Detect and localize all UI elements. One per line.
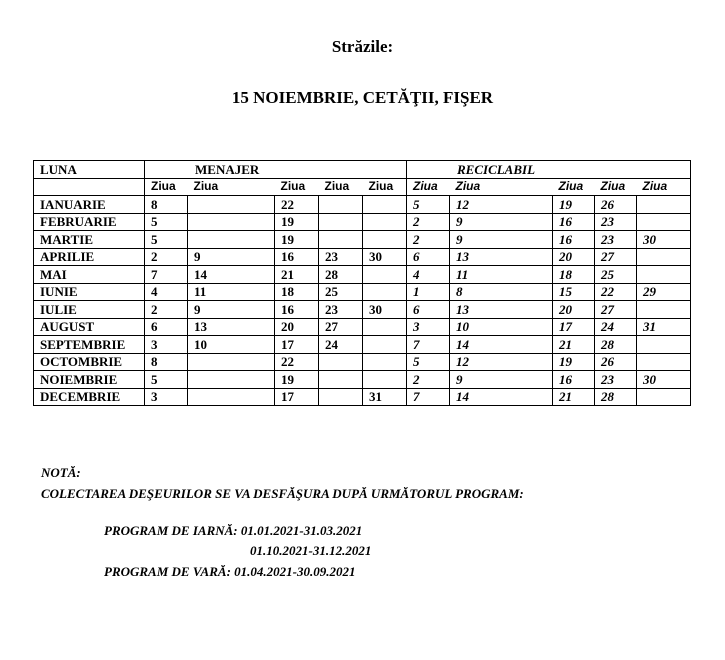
menajer-day (363, 318, 407, 336)
month-row (34, 388, 691, 406)
menajer-day: 7 (145, 266, 188, 284)
reciclabil-day: 12 (450, 196, 553, 214)
reciclabil-day: 18 (553, 266, 595, 284)
month-row (34, 266, 691, 284)
menajer-day: 30 (363, 248, 407, 266)
month-row (34, 353, 691, 371)
reciclabil-day: 23 (595, 213, 637, 231)
menajer-day: 24 (319, 336, 363, 354)
reciclabil-day: 11 (450, 266, 553, 284)
reciclabil-day: 21 (553, 388, 595, 406)
streets-title: 15 NOIEMBRIE, CETĂŢII, FIŞER (231, 88, 494, 107)
menajer-day: 19 (275, 371, 319, 389)
menajer-day (188, 353, 275, 371)
menajer-day (319, 388, 363, 406)
menajer-day (363, 371, 407, 389)
reciclabil-day: 28 (595, 388, 637, 406)
menajer-day: 11 (188, 283, 275, 301)
reciclabil-day: 25 (595, 266, 637, 284)
reciclabil-day: 10 (450, 318, 553, 336)
reciclabil-day: 20 (553, 248, 595, 266)
menajer-day: 31 (363, 388, 407, 406)
menajer-day-header: Ziua (188, 178, 275, 196)
month-name: MARTIE (34, 231, 145, 249)
reciclabil-day (637, 196, 691, 214)
menajer-day: 5 (145, 371, 188, 389)
menajer-day-header: Ziua (363, 178, 407, 196)
reciclabil-day: 27 (595, 301, 637, 319)
reciclabil-day: 2 (407, 231, 450, 249)
reciclabil-day: 9 (450, 371, 553, 389)
reciclabil-day: 4 (407, 266, 450, 284)
streets-label: Străzile: (331, 37, 394, 56)
reciclabil-day (637, 248, 691, 266)
reciclabil-day: 16 (553, 371, 595, 389)
reciclabil-day: 2 (407, 213, 450, 231)
month-row (34, 371, 691, 389)
menajer-day: 16 (275, 301, 319, 319)
menajer-day (363, 231, 407, 249)
month-row (34, 318, 691, 336)
month-name: NOIEMBRIE (34, 371, 145, 389)
reciclabil-day: 9 (450, 213, 553, 231)
reciclabil-day: 5 (407, 353, 450, 371)
menajer-day: 19 (275, 213, 319, 231)
reciclabil-day-header: Ziua (450, 178, 553, 196)
month-row (34, 301, 691, 319)
reciclabil-day: 6 (407, 248, 450, 266)
winter-program-second-period: 01.10.2021-31.12.2021 (250, 543, 372, 558)
menajer-day: 20 (275, 318, 319, 336)
menajer-day: 3 (145, 336, 188, 354)
month-name: SEPTEMBRIE (34, 336, 145, 354)
menajer-day: 27 (319, 318, 363, 336)
menajer-day: 25 (319, 283, 363, 301)
menajer-day: 22 (275, 196, 319, 214)
reciclabil-day: 13 (450, 248, 553, 266)
reciclabil-day: 24 (595, 318, 637, 336)
menajer-day (319, 371, 363, 389)
menajer-day: 16 (275, 248, 319, 266)
menajer-day (363, 266, 407, 284)
reciclabil-day: 17 (553, 318, 595, 336)
menajer-day: 2 (145, 301, 188, 319)
reciclabil-day: 8 (450, 283, 553, 301)
menajer-day: 5 (145, 231, 188, 249)
note-title: NOTĂ: (41, 465, 81, 480)
month-row (34, 283, 691, 301)
reciclabil-day-header: Ziua (595, 178, 637, 196)
reciclabil-day (637, 353, 691, 371)
menajer-day (319, 231, 363, 249)
menajer-day: 10 (188, 336, 275, 354)
reciclabil-day-header: Ziua (407, 178, 450, 196)
month-name: IUNIE (34, 283, 145, 301)
winter-program: PROGRAM DE IARNĂ: 01.01.2021-31.03.2021 (104, 523, 363, 538)
menajer-day: 30 (363, 301, 407, 319)
empty-header-cell (34, 178, 145, 196)
menajer-day (188, 388, 275, 406)
reciclabil-day: 5 (407, 196, 450, 214)
reciclabil-day: 9 (450, 231, 553, 249)
menajer-group-header: MENAJER (145, 161, 407, 179)
month-name: OCTOMBRIE (34, 353, 145, 371)
reciclabil-day (637, 301, 691, 319)
menajer-day: 8 (145, 353, 188, 371)
menajer-day: 5 (145, 213, 188, 231)
reciclabil-day: 3 (407, 318, 450, 336)
reciclabil-day (637, 388, 691, 406)
reciclabil-day: 23 (595, 371, 637, 389)
month-name: MAI (34, 266, 145, 284)
reciclabil-day: 12 (450, 353, 553, 371)
reciclabil-group-header: RECICLABIL (407, 161, 691, 179)
menajer-day (363, 336, 407, 354)
reciclabil-day: 13 (450, 301, 553, 319)
menajer-day (363, 196, 407, 214)
reciclabil-day: 31 (637, 318, 691, 336)
menajer-day: 13 (188, 318, 275, 336)
menajer-day: 23 (319, 301, 363, 319)
reciclabil-day: 15 (553, 283, 595, 301)
menajer-day: 17 (275, 336, 319, 354)
reciclabil-day: 1 (407, 283, 450, 301)
month-row (34, 196, 691, 214)
menajer-day: 3 (145, 388, 188, 406)
menajer-day: 6 (145, 318, 188, 336)
month-name: FEBRUARIE (34, 213, 145, 231)
menajer-day: 14 (188, 266, 275, 284)
reciclabil-day: 16 (553, 231, 595, 249)
reciclabil-day: 26 (595, 353, 637, 371)
reciclabil-day: 14 (450, 336, 553, 354)
menajer-day (319, 353, 363, 371)
reciclabil-day: 22 (595, 283, 637, 301)
reciclabil-day (637, 266, 691, 284)
menajer-day: 8 (145, 196, 188, 214)
menajer-day (363, 353, 407, 371)
month-name: IANUARIE (34, 196, 145, 214)
reciclabil-day: 19 (553, 353, 595, 371)
reciclabil-day (637, 213, 691, 231)
month-row (34, 248, 691, 266)
month-row (34, 231, 691, 249)
reciclabil-day: 6 (407, 301, 450, 319)
menajer-day (188, 371, 275, 389)
reciclabil-day: 20 (553, 301, 595, 319)
reciclabil-day (637, 336, 691, 354)
menajer-day: 21 (275, 266, 319, 284)
menajer-day-header: Ziua (145, 178, 188, 196)
reciclabil-day: 23 (595, 231, 637, 249)
menajer-day (319, 213, 363, 231)
month-column-header: LUNA (34, 161, 145, 179)
menajer-day (363, 213, 407, 231)
menajer-day (188, 231, 275, 249)
menajer-day (363, 283, 407, 301)
menajer-day: 23 (319, 248, 363, 266)
reciclabil-day: 2 (407, 371, 450, 389)
month-name: IULIE (34, 301, 145, 319)
collection-schedule-table (33, 160, 691, 406)
menajer-day: 22 (275, 353, 319, 371)
month-name: DECEMBRIE (34, 388, 145, 406)
month-row (34, 213, 691, 231)
reciclabil-day: 7 (407, 388, 450, 406)
menajer-day (188, 196, 275, 214)
menajer-day: 9 (188, 248, 275, 266)
menajer-day: 9 (188, 301, 275, 319)
reciclabil-day: 14 (450, 388, 553, 406)
menajer-day-header: Ziua (319, 178, 363, 196)
reciclabil-day: 7 (407, 336, 450, 354)
menajer-day (188, 213, 275, 231)
reciclabil-day: 21 (553, 336, 595, 354)
menajer-day: 2 (145, 248, 188, 266)
month-name: APRILIE (34, 248, 145, 266)
reciclabil-day-header: Ziua (553, 178, 595, 196)
summer-program: PROGRAM DE VARĂ: 01.04.2021-30.09.2021 (104, 564, 356, 579)
note-text: COLECTAREA DEŞEURILOR SE VA DESFĂŞURA DUPĂ URMĂTORUL PROGRAM: (41, 486, 524, 501)
reciclabil-day: 30 (637, 371, 691, 389)
menajer-day: 19 (275, 231, 319, 249)
reciclabil-day: 26 (595, 196, 637, 214)
reciclabil-day-header: Ziua (637, 178, 691, 196)
month-row (34, 336, 691, 354)
day-header-row (34, 178, 691, 196)
reciclabil-day: 27 (595, 248, 637, 266)
menajer-day: 18 (275, 283, 319, 301)
reciclabil-day: 29 (637, 283, 691, 301)
reciclabil-day: 16 (553, 213, 595, 231)
reciclabil-day: 28 (595, 336, 637, 354)
menajer-day: 28 (319, 266, 363, 284)
group-header-row (34, 161, 691, 179)
menajer-day (319, 196, 363, 214)
menajer-day-header: Ziua (275, 178, 319, 196)
month-name: AUGUST (34, 318, 145, 336)
reciclabil-day: 30 (637, 231, 691, 249)
reciclabil-day: 19 (553, 196, 595, 214)
menajer-day: 4 (145, 283, 188, 301)
menajer-day: 17 (275, 388, 319, 406)
